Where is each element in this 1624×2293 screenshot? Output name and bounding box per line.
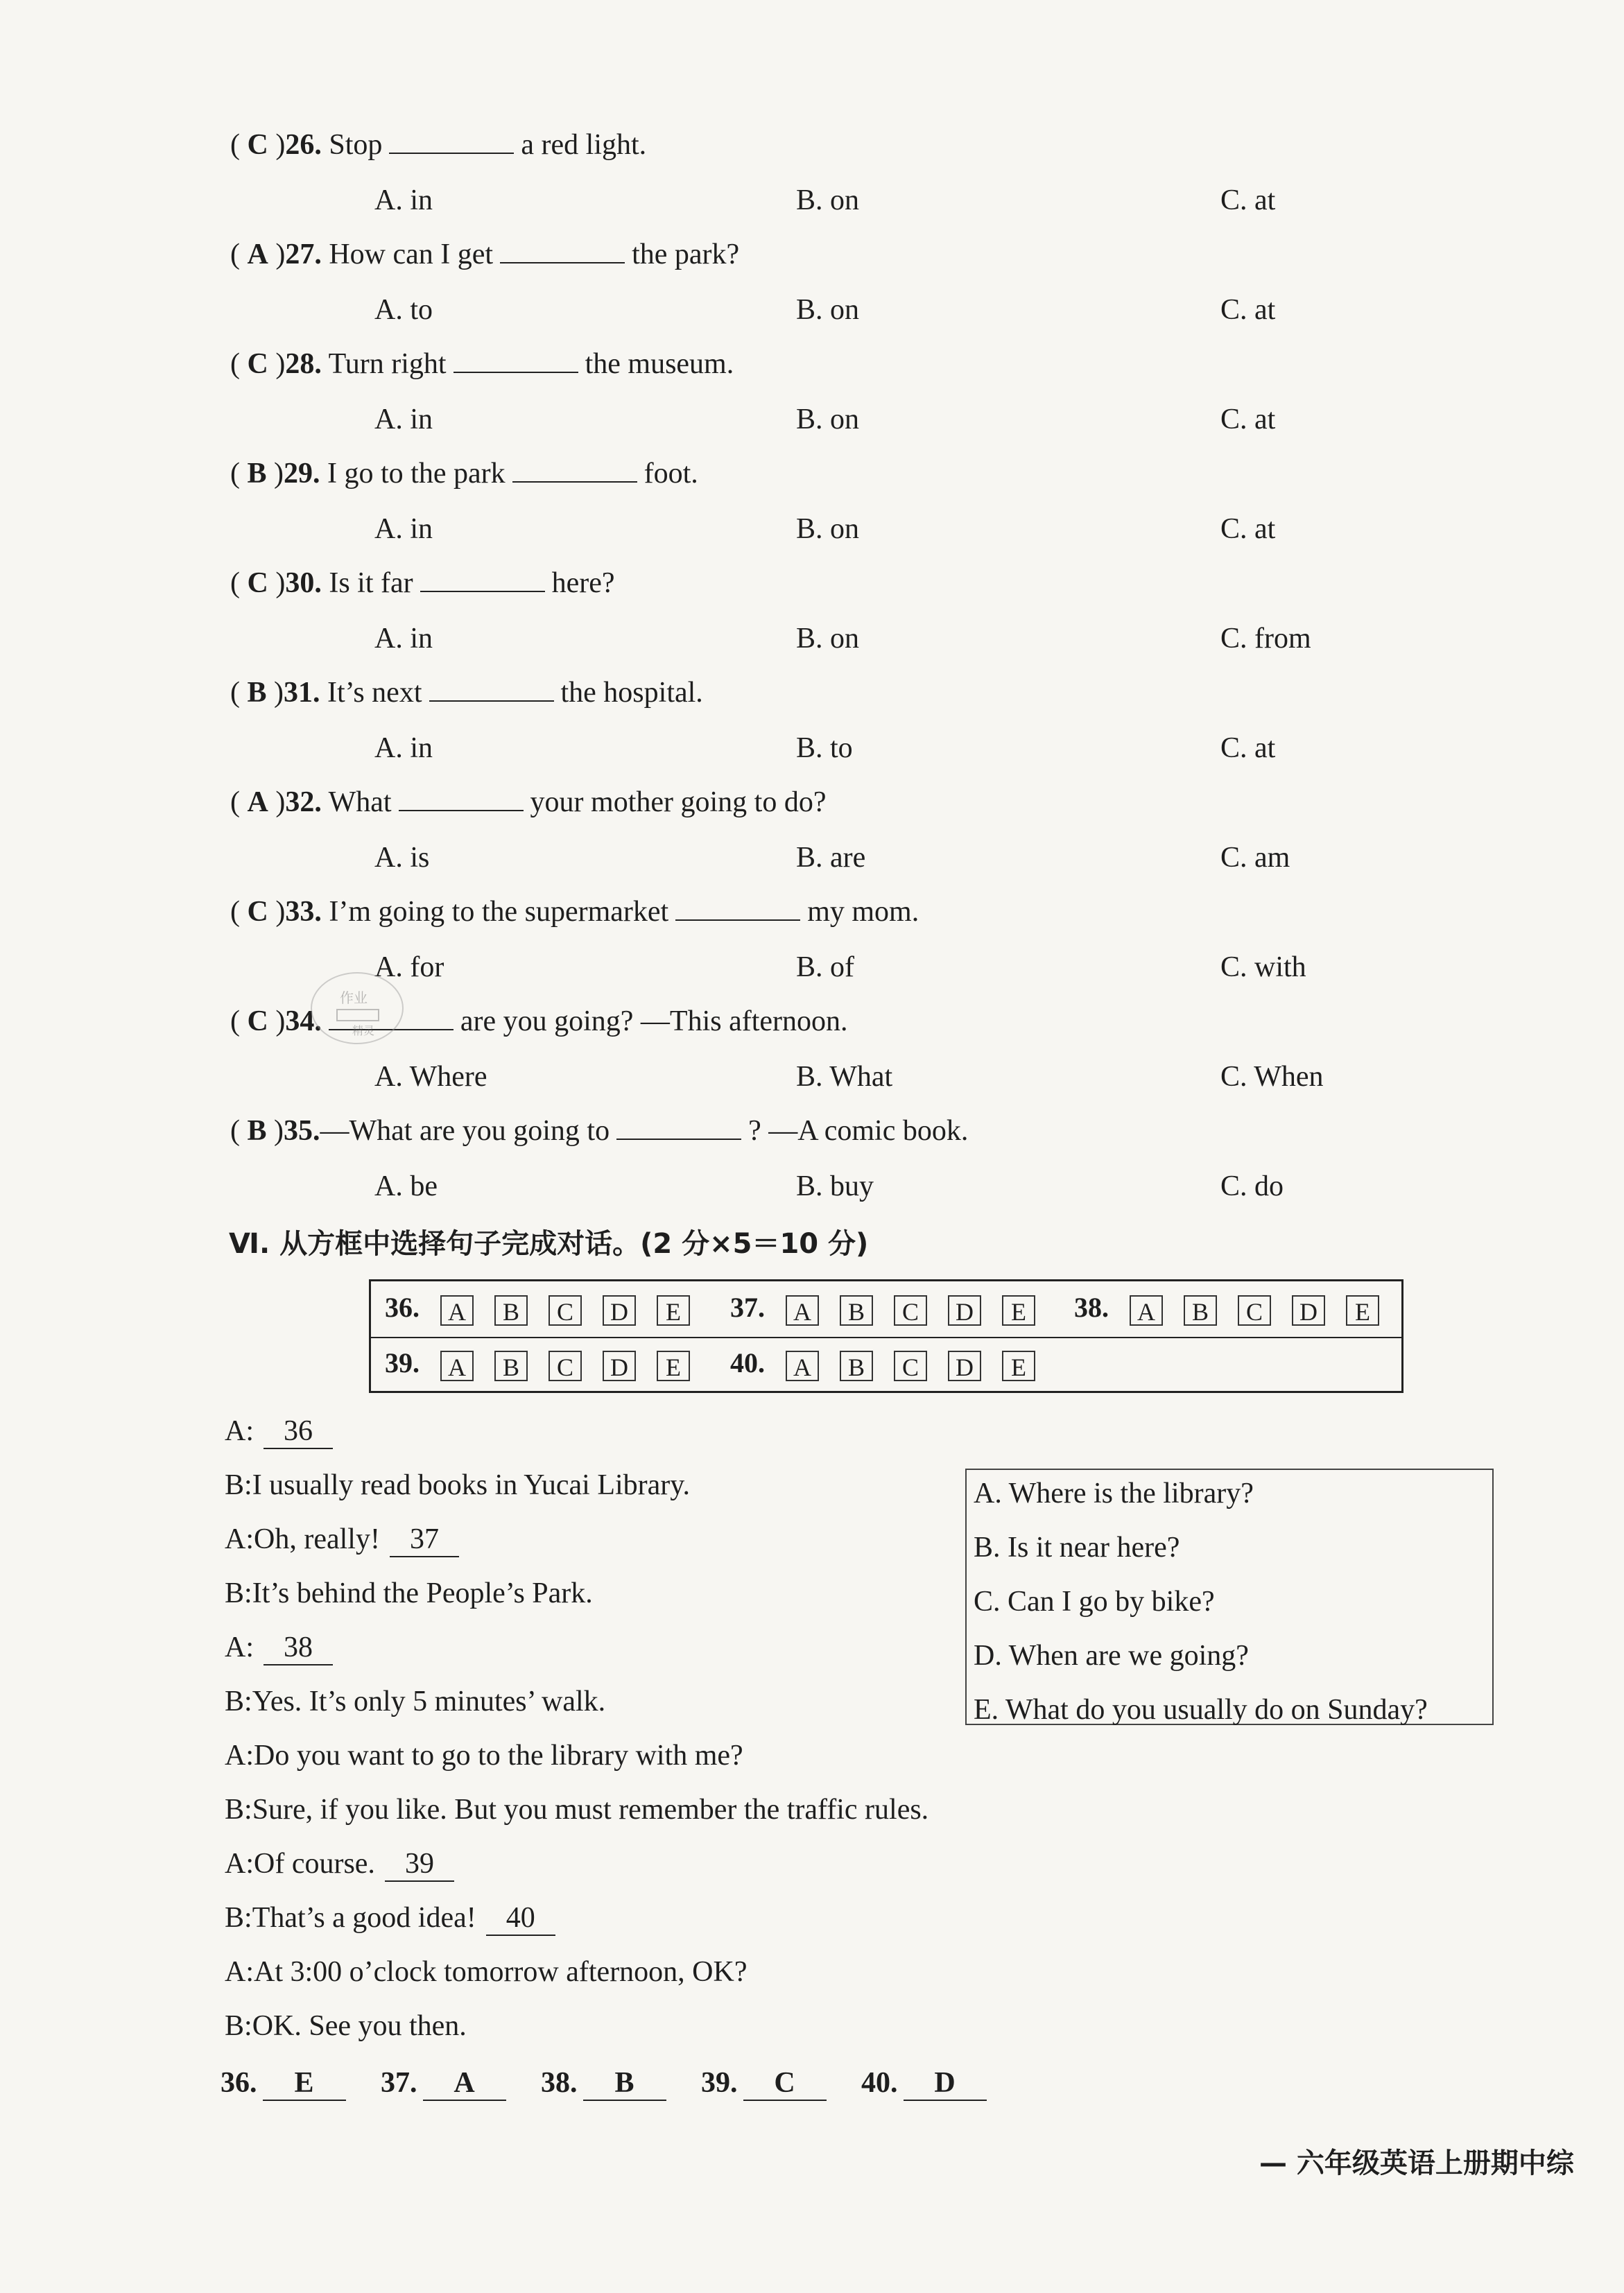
question-text-before: Turn right xyxy=(328,348,447,380)
grid-number: 37. xyxy=(730,1292,765,1323)
question-answer: C xyxy=(247,896,268,928)
option-b: B. on xyxy=(796,404,860,435)
dialogue-text: I usually read books in Yucai Library. xyxy=(252,1469,691,1501)
question-number: 34. xyxy=(285,1005,322,1037)
dialogue-line xyxy=(225,1631,333,1665)
dialogue-blank: 38 xyxy=(264,1631,333,1665)
dialogue-line xyxy=(225,1847,454,1882)
choice-box-a[interactable]: A xyxy=(440,1351,474,1381)
option-b: B. to xyxy=(796,732,853,764)
question-text-before: I’m going to the supermarket xyxy=(329,896,669,928)
question-row: ( C )26. Stop a red light. xyxy=(230,129,647,161)
option-a: A. in xyxy=(374,513,433,545)
dialogue-line xyxy=(225,1469,690,1502)
choice-box-b[interactable]: B xyxy=(840,1295,873,1326)
question-text-after: the hospital. xyxy=(560,677,703,709)
speaker: A: xyxy=(225,1740,254,1772)
option-c: C. at xyxy=(1220,513,1276,545)
dialogue-line xyxy=(225,1901,555,1936)
option-a: A. to xyxy=(374,294,433,326)
speaker: A: xyxy=(225,1523,254,1555)
choice-box-e[interactable]: E xyxy=(657,1351,690,1381)
choice-box-c[interactable]: C xyxy=(894,1295,927,1326)
question-answer: C xyxy=(247,1005,268,1037)
dialogue-blank: 36 xyxy=(264,1414,333,1449)
question-text-after: your mother going to do? xyxy=(530,786,827,818)
dialogue-line xyxy=(225,2009,467,2043)
option-b: B. on xyxy=(796,513,860,545)
speaker: A: xyxy=(225,1956,254,1988)
option-a: A. Where xyxy=(374,1061,487,1093)
final-answer-value: D xyxy=(904,2066,987,2101)
answer-grid-row xyxy=(371,1337,1401,1392)
question-number: 29. xyxy=(284,458,320,490)
choice-box-c[interactable]: C xyxy=(1238,1295,1271,1326)
question-number: 33. xyxy=(285,896,322,928)
option-c: C. at xyxy=(1220,294,1276,326)
option-a: A. in xyxy=(374,623,433,655)
final-answer-value: E xyxy=(263,2066,346,2101)
answer-blank xyxy=(512,458,637,483)
answer-blank xyxy=(675,896,800,921)
answer-grid xyxy=(369,1279,1403,1393)
speaker: B: xyxy=(225,1686,252,1717)
option-a: A. in xyxy=(374,404,433,435)
answer-blank xyxy=(500,239,625,263)
answer-grid-row xyxy=(371,1281,1401,1338)
choice-option-e: E. What do you usually do on Sunday? xyxy=(974,1694,1428,1726)
choice-box-d[interactable]: D xyxy=(603,1295,636,1326)
question-answer: B xyxy=(247,1115,267,1147)
question-text-before: Stop xyxy=(329,129,383,161)
choice-option-a: A. Where is the library? xyxy=(974,1478,1254,1509)
speaker: B: xyxy=(225,1469,252,1501)
question-text-before: It’s next xyxy=(327,677,422,709)
choice-box-b[interactable]: B xyxy=(840,1351,873,1381)
choice-box-a[interactable]: A xyxy=(786,1295,819,1326)
speaker: B: xyxy=(225,2010,252,2042)
final-answer-number: 36. xyxy=(221,2067,257,2099)
choice-box-b[interactable]: B xyxy=(494,1295,528,1326)
question-answer: A xyxy=(247,239,268,270)
question-row: ( C )33. I’m going to the supermarket my mom. xyxy=(230,896,919,928)
question-number: 31. xyxy=(284,677,320,709)
option-b: B. buy xyxy=(796,1170,874,1202)
page-footer: — 六年级英语上册期中综 xyxy=(1259,2147,1574,2179)
grid-item xyxy=(385,1291,690,1326)
question-text-after: foot. xyxy=(643,458,698,490)
dialogue-line xyxy=(225,1955,747,1989)
question-row: ( C )34. are you going? —This afternoon. xyxy=(230,1005,848,1037)
question-answer: B xyxy=(247,677,267,709)
question-answer: B xyxy=(247,458,267,490)
question-number: 35. xyxy=(284,1115,320,1147)
choice-box-a[interactable]: A xyxy=(786,1351,819,1381)
dialogue-text: Do you want to go to the library with me? xyxy=(254,1740,743,1772)
dialogue-text: At 3:00 o’clock tomorrow afternoon, OK? xyxy=(254,1956,748,1988)
answer-blank xyxy=(616,1115,741,1140)
dialogue-line xyxy=(225,1739,743,1772)
choice-option-c: C. Can I go by bike? xyxy=(974,1586,1215,1618)
dialogue-line xyxy=(225,1414,333,1449)
question-row: ( C )30. Is it far here? xyxy=(230,567,615,599)
dialogue-line xyxy=(225,1685,605,1718)
choice-box-e[interactable]: E xyxy=(1002,1351,1035,1381)
choice-option-b: B. Is it near here? xyxy=(974,1532,1180,1564)
question-text-before: What xyxy=(328,786,392,818)
question-answer: C xyxy=(247,129,268,161)
answer-blank xyxy=(429,677,554,702)
question-number: 32. xyxy=(285,786,322,818)
choice-box-e[interactable]: E xyxy=(1002,1295,1035,1326)
question-text-before: Is it far xyxy=(329,567,413,599)
grid-number: 38. xyxy=(1074,1292,1109,1323)
option-a: A. is xyxy=(374,842,430,874)
speaker: A: xyxy=(225,1848,254,1880)
answer-blank xyxy=(453,348,578,373)
question-row: ( A )32. What your mother going to do? xyxy=(230,786,827,818)
choice-box-e[interactable]: E xyxy=(657,1295,690,1326)
question-row: ( B )35.—What are you going to ? —A comic book. xyxy=(230,1115,969,1147)
final-answer-value: B xyxy=(583,2066,666,2101)
option-c: C. When xyxy=(1220,1061,1324,1093)
final-answer-number: 40. xyxy=(861,2067,898,2099)
option-a: A. be xyxy=(374,1170,438,1202)
grid-item xyxy=(385,1347,690,1381)
option-b: B. on xyxy=(796,623,860,655)
stamp-line-2: 精灵 xyxy=(352,1024,375,1037)
option-c: C. at xyxy=(1220,184,1276,216)
stamp-line-1: 作业 xyxy=(340,989,368,1006)
option-c: C. at xyxy=(1220,732,1276,764)
speaker: B: xyxy=(225,1794,252,1826)
dialogue-text: It’s behind the People’s Park. xyxy=(252,1577,593,1609)
choice-box-c[interactable]: C xyxy=(894,1351,927,1381)
question-number: 28. xyxy=(285,348,322,380)
choice-box-a[interactable]: A xyxy=(1130,1295,1163,1326)
speaker: A: xyxy=(225,1632,254,1663)
question-number: 26. xyxy=(285,129,322,161)
dialogue-text: Sure, if you like. But you must remember the traffic rules. xyxy=(252,1794,929,1826)
final-answer-value: A xyxy=(423,2066,506,2101)
choice-box-a[interactable]: A xyxy=(440,1295,474,1326)
option-c: C. from xyxy=(1220,623,1311,655)
option-a: A. in xyxy=(374,732,433,764)
question-text-after: here? xyxy=(551,567,615,599)
choice-box-b[interactable]: B xyxy=(494,1351,528,1381)
dialogue-text: Yes. It’s only 5 minutes’ walk. xyxy=(252,1686,606,1717)
question-answer: C xyxy=(247,567,268,599)
question-row: ( A )27. How can I get the park? xyxy=(230,239,740,270)
dialogue-text: OK. See you then. xyxy=(252,2010,467,2042)
grid-item xyxy=(730,1347,1035,1381)
question-text-before: —What are you going to xyxy=(320,1115,610,1147)
question-answer: A xyxy=(247,786,268,818)
question-row: ( B )29. I go to the park foot. xyxy=(230,458,698,490)
final-answer-number: 39. xyxy=(701,2067,738,2099)
question-number: 27. xyxy=(285,239,322,270)
option-c: C. with xyxy=(1220,951,1306,983)
final-answers xyxy=(221,2066,987,2101)
grid-number: 39. xyxy=(385,1347,420,1378)
option-b: B. on xyxy=(796,184,860,216)
question-row: ( B )31. It’s next the hospital. xyxy=(230,677,703,709)
question-text-before: I go to the park xyxy=(327,458,506,490)
dialogue-text: Oh, really! xyxy=(254,1523,380,1555)
grid-number: 36. xyxy=(385,1292,420,1323)
choice-option-d: D. When are we going? xyxy=(974,1640,1249,1672)
choice-box-c[interactable]: C xyxy=(548,1351,582,1381)
question-text-after: my mom. xyxy=(807,896,919,928)
question-text-after: the park? xyxy=(632,239,740,270)
question-text-after: ? —A comic book. xyxy=(748,1115,969,1147)
choice-box-b[interactable]: B xyxy=(1184,1295,1217,1326)
option-b: B. of xyxy=(796,951,854,983)
dialogue-text: Of course. xyxy=(254,1848,375,1880)
option-c: C. am xyxy=(1220,842,1290,874)
option-b: B. What xyxy=(796,1061,893,1093)
question-text-after: are you going? —This afternoon. xyxy=(460,1005,848,1037)
option-b: B. are xyxy=(796,842,866,874)
option-c: C. at xyxy=(1220,404,1276,435)
dialogue-line xyxy=(225,1577,593,1610)
choice-box-e[interactable]: E xyxy=(1346,1295,1379,1326)
option-a: A. for xyxy=(374,951,444,983)
option-a: A. in xyxy=(374,184,433,216)
speaker: A: xyxy=(225,1415,254,1447)
question-text-after: a red light. xyxy=(521,129,647,161)
grid-number: 40. xyxy=(730,1347,765,1378)
dialogue-text: That’s a good idea! xyxy=(252,1902,476,1934)
question-number: 30. xyxy=(285,567,322,599)
choice-box-d[interactable]: D xyxy=(603,1351,636,1381)
grid-item xyxy=(1074,1291,1379,1326)
final-answer-number: 37. xyxy=(381,2067,417,2099)
grid-item xyxy=(730,1291,1035,1326)
question-answer: C xyxy=(247,348,268,380)
answer-blank xyxy=(420,567,545,592)
dialogue-blank: 40 xyxy=(486,1901,555,1936)
speaker: B: xyxy=(225,1902,252,1934)
question-row: ( C )28. Turn right the museum. xyxy=(230,348,734,380)
question-text-before: How can I get xyxy=(329,239,494,270)
option-c: C. do xyxy=(1220,1170,1284,1202)
section-heading: Ⅵ. 从方框中选择句子完成对话。(2 分×5＝10 分) xyxy=(229,1228,869,1260)
choice-box-d[interactable]: D xyxy=(1292,1295,1325,1326)
answer-blank xyxy=(389,129,514,154)
option-b: B. on xyxy=(796,294,860,326)
final-answer-number: 38. xyxy=(541,2067,578,2099)
choices-box xyxy=(965,1469,1494,1725)
dialogue-line xyxy=(225,1793,928,1826)
dialogue-line xyxy=(225,1523,459,1557)
final-answer-value: C xyxy=(743,2066,827,2101)
answer-blank xyxy=(399,786,524,811)
choice-box-d[interactable]: D xyxy=(948,1351,981,1381)
dialogue-blank: 37 xyxy=(390,1523,459,1557)
speaker: B: xyxy=(225,1577,252,1609)
choice-box-c[interactable]: C xyxy=(548,1295,582,1326)
question-text-after: the museum. xyxy=(585,348,734,380)
dialogue-blank: 39 xyxy=(385,1847,454,1882)
stamp-logo xyxy=(311,972,404,1044)
choice-box-d[interactable]: D xyxy=(948,1295,981,1326)
